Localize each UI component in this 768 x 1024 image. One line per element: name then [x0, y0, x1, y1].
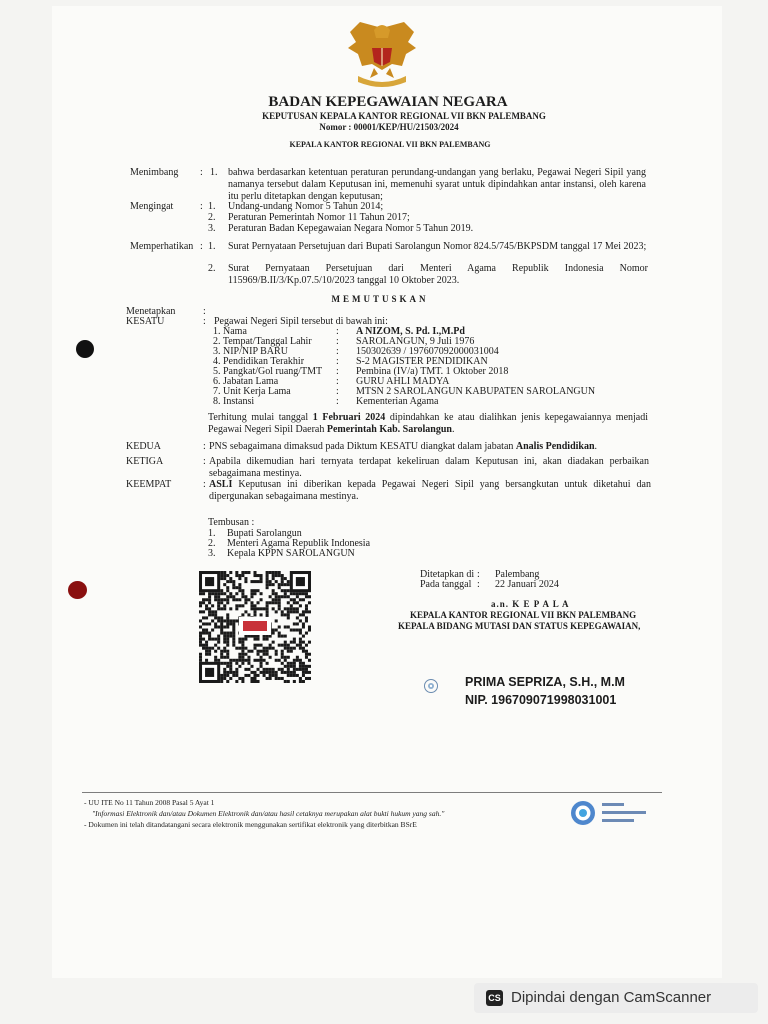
mengingat-label: Mengingat [130, 201, 174, 212]
ditetapkan-colon: : [477, 569, 480, 580]
mengingat-colon: : [200, 201, 203, 212]
agency-title: BADAN KEPEGAWAIAN NEGARA [268, 94, 508, 110]
punch-hole-top [76, 340, 94, 358]
field-value: 150302639 / 197607092000031004 [356, 346, 499, 357]
field-value: S-2 MAGISTER PENDIDIKAN [356, 356, 488, 367]
keempat-text [209, 479, 651, 503]
field-value: SAROLANGUN, 9 Juli 1976 [356, 336, 475, 347]
kedua-text [209, 441, 597, 453]
keempat-colon: : [203, 479, 206, 490]
tembusan-num-3: 3. [208, 548, 216, 559]
mengingat-num-1: 1. [208, 201, 216, 212]
tembusan-num-1: 1. [208, 528, 216, 539]
field-value: Pembina (IV/a) TMT. 1 Oktober 2018 [356, 366, 509, 377]
mengingat-item-1: Undang-undang Nomor 5 Tahun 2014; [228, 201, 384, 212]
memperhatikan-num-1: 1. [208, 241, 216, 252]
menimbang-colon: : [200, 167, 203, 178]
field-value: GURU AHLI MADYA [356, 376, 450, 387]
signature-line-2: KEPALA BIDANG MUTASI DAN STATUS KEPEGAWAIAN, [398, 621, 641, 631]
camscanner-logo: CS [486, 990, 503, 1006]
keempat-body: Keputusan ini diberikan kepada Pegawai Negeri Sipil yang bersangkutan untuk diketahui dan dipergunakan sebagaimana mestinya. [209, 479, 651, 502]
tanggal-label: Pada tanggal [420, 579, 472, 590]
bsre-stamp-icon [423, 678, 439, 694]
closing-end: . [451, 424, 455, 435]
footer-line-3: - Dokumen ini telah ditandatangani secara elektronik menggunakan sertifikat elektronik yang diterbitkan BSrE [84, 820, 417, 829]
field-colon: : [336, 336, 339, 347]
field-label: 7. Unit Kerja Lama [213, 386, 291, 397]
closing-unit: Pemerintah Kab. Sarolangun [326, 424, 452, 435]
decree-number: Nomor : 00001/KEP/HU/21503/2024 [319, 122, 459, 132]
menetapkan-label: Menetapkan [126, 306, 176, 317]
memperhatikan-colon: : [200, 241, 203, 252]
ketiga-label: KETIGA [126, 456, 164, 467]
field-label: 1. Nama [213, 326, 247, 337]
field-value-nama: A NIZOM, S. Pd. I.,M.Pd [356, 326, 465, 337]
memperhatikan-item-1: Surat Pernyataan Persetujuan dari Bupati Sarolangun Nomor 824.5/745/BKPSDM tanggal 17 Mei 2023; [228, 241, 647, 252]
tembusan-num-2: 2. [208, 538, 216, 549]
signer-nip: NIP. 196709071998031001 [465, 693, 617, 707]
field-label: 3. NIP/NIP BARU [213, 346, 288, 357]
kedua-label: KEDUA [126, 441, 161, 452]
kesatu-closing [208, 412, 648, 436]
decree-title: KEPUTUSAN KEPALA KANTOR REGIONAL VII BKN PALEMBANG [262, 111, 546, 121]
tembusan-label: Tembusan : [208, 517, 255, 528]
tembusan-item-2: Menteri Agama Republik Indonesia [227, 538, 371, 549]
kedua-pre: PNS sebagaimana dimaksud pada Diktum KESATU diangkat dalam jabatan [209, 441, 516, 452]
menimbang-num: 1. [210, 167, 218, 178]
field-label: 2. Tempat/Tanggal Lahir [213, 336, 312, 347]
field-value: MTSN 2 SAROLANGUN KABUPATEN SAROLANGUN [356, 386, 596, 397]
signer-name: PRIMA SEPRIZA, S.H., M.M [465, 675, 625, 689]
field-colon: : [336, 366, 339, 377]
issuer-title: KEPALA KANTOR REGIONAL VII BKN PALEMBANG [289, 140, 491, 149]
keempat-asli: ASLI [209, 479, 233, 490]
kesatu-intro: Pegawai Negeri Sipil tersebut di bawah ini: [214, 316, 388, 327]
footer-line-1: - UU ITE No 11 Tahun 2008 Pasal 5 Ayat 1 [84, 798, 215, 807]
keempat-label: KEEMPAT [126, 479, 172, 490]
field-label: 8. Instansi [213, 396, 255, 407]
field-colon: : [336, 346, 339, 357]
closing-pre: Terhitung mulai tanggal [208, 412, 313, 423]
ketiga-colon: : [203, 456, 206, 467]
qr-code[interactable] [199, 571, 311, 683]
mengingat-num-2: 2. [208, 212, 216, 223]
kedua-end: . [594, 441, 598, 452]
field-label: 4. Pendidikan Terakhir [213, 356, 305, 367]
footer-rule [82, 792, 662, 793]
field-colon: : [336, 396, 339, 407]
field-value: Kementerian Agama [356, 396, 439, 407]
kesatu-label: KESATU [126, 316, 165, 327]
field-colon: : [336, 326, 339, 337]
mengingat-item-3: Peraturan Badan Kepegawaian Negara Nomor 5 Tahun 2019. [228, 223, 474, 234]
mengingat-num-3: 3. [208, 223, 216, 234]
menetapkan-colon: : [203, 306, 206, 317]
signature-an: a.n. K E P A L A [491, 599, 570, 609]
ketiga-text: Apabila dikemudian hari ternyata terdapat kekeliruan dalam Keputusan ini, akan diadakan perbaikan sebagaimana mestinya. [209, 456, 649, 479]
ditetapkan-value: Palembang [495, 569, 540, 580]
field-colon: : [336, 386, 339, 397]
kedua-jabatan: Analis Pendidikan [515, 441, 595, 452]
tembusan-item-1: Bupati Sarolangun [227, 528, 302, 539]
field-label: 6. Jabatan Lama [213, 376, 279, 387]
punch-hole-bottom [68, 581, 87, 599]
memperhatikan-num-2: 2. [208, 263, 216, 274]
memperhatikan-label: Memperhatikan [130, 241, 194, 252]
field-colon: : [336, 376, 339, 387]
field-colon: : [336, 356, 339, 367]
camscanner-text: Dipindai dengan CamScanner [511, 989, 712, 1006]
garuda-emblem [344, 18, 420, 94]
kedua-colon: : [203, 441, 206, 452]
memperhatikan-item-2: Surat Pernyataan Persetujuan dari Menteri Agama Republik Indonesia Nomor 115969/B.II/3/Kp.07.5/10/2023 tanggal 10 Oktober 2023. [228, 263, 648, 286]
memutuskan-heading: MEMUTUSKAN [331, 294, 429, 304]
tanggal-colon: : [477, 579, 480, 590]
kesatu-colon: : [203, 316, 206, 327]
footer-line-2: "Informasi Elektronik dan/atau Dokumen Elektronik dan/atau hasil cetaknya merupakan alat bukti hukum yang sah." [92, 809, 445, 818]
tanggal-value: 22 Januari 2024 [495, 579, 559, 590]
tembusan-item-3: Kepala KPPN SAROLANGUN [227, 548, 355, 559]
camscanner-watermark [474, 983, 758, 1013]
bsre-logo-icon [568, 798, 650, 828]
menimbang-text: bahwa berdasarkan ketentuan peraturan perundang-undangan yang berlaku, Pegawai Negeri Sipil yang namanya tersebut dalam Keputusan ini, memenuhi syarat untuk dipindahkan antar instansi, oleh karena itu perlu ditetapkan dengan keputusan; [228, 167, 646, 202]
menimbang-label: Menimbang [130, 167, 179, 178]
closing-date: 1 Februari 2024 [312, 412, 386, 423]
ditetapkan-label: Ditetapkan di [420, 569, 475, 580]
field-label: 5. Pangkat/Gol ruang/TMT [213, 366, 323, 377]
closing-mid: dipindahkan ke atau dialihkan jenis kepegawaiannya menjadi Pegawai Negeri Sipil Daerah [208, 412, 649, 435]
mengingat-item-2: Peraturan Pemerintah Nomor 11 Tahun 2017; [228, 212, 410, 223]
signature-line-1: KEPALA KANTOR REGIONAL VII BKN PALEMBANG [410, 610, 637, 620]
